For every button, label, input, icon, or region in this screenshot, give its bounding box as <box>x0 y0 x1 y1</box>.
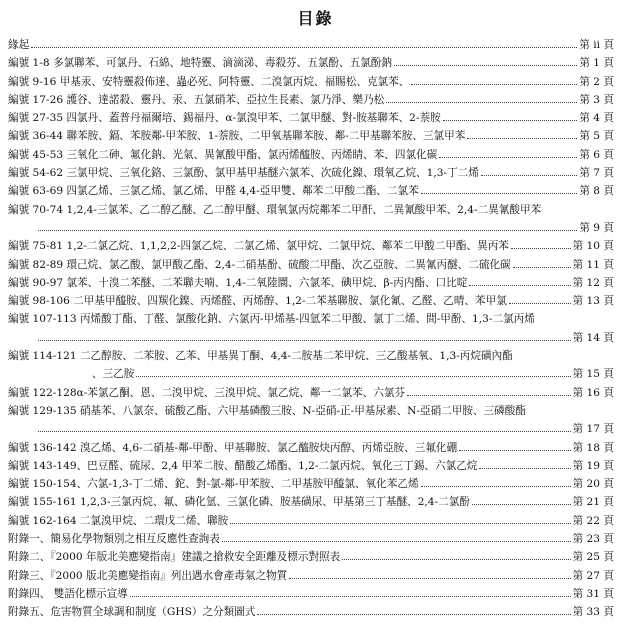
toc-entry-appendix-2[interactable] <box>8 548 614 566</box>
toc-entry-label: 編號 162-164 二氯溴甲烷、二環戊二烯、聯胺 <box>8 514 229 527</box>
toc-entry-label: 編號 17-26 護谷、達諾殺、靈丹、汞、五氯硝苯、亞拉生長素、氯乃淨、樂乃松 <box>8 93 385 106</box>
toc-entry-label: 編號 107-113 丙烯酸丁酯、丁醛、氯酸化鈉、六氯丙-甲烯基-四氫苯二甲酸、氯丁二烯、間-甲酚、1,3-二氯丙烯 <box>8 313 535 326</box>
toc-entry-label: 編號 143-149、巴豆醛、硫尿、2,4 甲苯二胺、醋酸乙烯酯、1,2-二氯丙烷、氧化三丁錫、六氯乙烷 <box>8 459 478 472</box>
toc-entry-multiline[interactable] <box>8 201 614 238</box>
leader-dots <box>459 449 570 451</box>
toc-entry[interactable] <box>8 127 614 145</box>
toc-page-number: 第 10 頁 <box>572 240 614 253</box>
leader-dots <box>509 302 571 304</box>
leader-dots <box>443 119 578 121</box>
leader-dots <box>469 284 570 286</box>
toc-entry[interactable] <box>8 182 614 200</box>
toc-page-number: 第 8 頁 <box>579 185 614 198</box>
toc-page-number: 第 20 頁 <box>572 478 614 491</box>
toc-page-number: 第 2 頁 <box>579 75 614 88</box>
leader-dots <box>257 613 570 615</box>
leader-dots <box>472 503 571 505</box>
toc-entry-label: 編號 122-128α-苯氯乙酮、恩、二溴甲烷、三溴甲烷、氯乙烷、鄰一二氯苯、六氯芬 <box>8 386 406 399</box>
toc-page-number: 第 9 頁 <box>579 221 614 234</box>
toc-entry[interactable] <box>8 512 614 530</box>
toc-entry[interactable] <box>8 439 614 457</box>
toc-page-number: 第 11 頁 <box>572 258 614 271</box>
toc-entry-label: 編號 27-35 四氯丹、蓋普丹福爾培、錫福丹、α-氯溴甲苯、二氯甲醚、對-胺基聯苯、2-萘胺 <box>8 112 441 125</box>
toc-page-number: 第 6 頁 <box>579 148 614 161</box>
toc-entry-label: 緣起 <box>8 39 30 51</box>
toc-entry[interactable] <box>8 109 614 127</box>
toc-page-number: 第 23 頁 <box>572 533 614 546</box>
leader-dots <box>38 229 577 231</box>
leader-dots <box>421 485 571 487</box>
leader-dots <box>394 64 577 66</box>
toc-page-number: 第 ii 頁 <box>579 39 614 51</box>
toc-page-number: 第 27 頁 <box>572 569 614 582</box>
table-of-contents <box>8 36 614 622</box>
toc-page-number: 第 16 頁 <box>572 386 614 399</box>
toc-entry[interactable] <box>8 274 614 292</box>
toc-entry-label: 編號 136-142 溴乙烯、4,6-二硝基-鄰-甲酚、甲基聯胺、氯乙醯胺炔丙醇、丙烯亞胺、三氟化硼 <box>8 441 458 454</box>
toc-entry-label: 附錄五、危害物質全球調和制度（GHS）之分類圖式 <box>8 606 256 619</box>
toc-entry[interactable] <box>8 493 614 511</box>
toc-entry-label: 編號 82-89 環己烷、氯乙酸、氯甲酸乙酯、2,4-二硝基酚、硫酸二甲酯、次乙亞胺、二異氰丙醚、二硫化碳 <box>8 258 511 271</box>
toc-entry-multiline[interactable] <box>8 310 614 347</box>
toc-entry-label: 編號 63-69 四氯乙烯、三氯乙烯、氯乙烯、甲醛 4,4-亞甲雙、鄰苯二甲酸二酯、二氯苯 <box>8 185 419 198</box>
leader-dots <box>439 156 577 158</box>
leader-dots <box>342 558 570 560</box>
toc-entry[interactable] <box>8 384 614 402</box>
toc-entry-multiline[interactable] <box>8 402 614 439</box>
leader-dots <box>421 192 578 194</box>
toc-entry[interactable] <box>8 292 614 310</box>
toc-entry-continuation <box>8 365 614 383</box>
toc-entry-continuation <box>8 420 614 438</box>
toc-entry-continuation <box>8 219 614 237</box>
toc-entry-label: 編號 129-135 硝基苯、八氯奈、硫酸乙酯、六甲基磷酸三胺、N-亞硝-正-甲基尿素、N-亞硝二甲胺、三磷酸酯 <box>8 404 526 417</box>
leader-dots <box>130 595 571 597</box>
toc-entry-label: 編號 75-81 1,2-二氯乙烷、1,1,2,2-四氯乙烷、二氯乙烯、氯甲烷、二氯甲烷、鄰苯二甲酸二甲酯、異丙苯 <box>8 240 509 253</box>
page-title: 目錄 <box>297 9 334 28</box>
toc-page-number: 第 5 頁 <box>579 130 614 143</box>
toc-entry-label: 編號 9-16 甲基汞、安特靈殺佈達、蟲必死、阿特靈、二溴氯丙烷、福賜松、克氯苯、 <box>8 75 410 88</box>
toc-entry[interactable] <box>8 73 614 91</box>
leader-dots <box>411 83 577 85</box>
toc-entry-multiline[interactable] <box>8 347 614 384</box>
leader-dots <box>511 247 571 249</box>
toc-page-number: 第 7 頁 <box>579 167 614 180</box>
leader-dots <box>38 430 571 432</box>
toc-entry-appendix-1[interactable] <box>8 530 614 548</box>
toc-entry-label: 編號 54-62 三氯甲烷、三氧化鉻、三氯酚、氯甲基甲基醚六氯苯、次硫化鎳、環氧乙烷、1,3-丁二烯 <box>8 167 479 180</box>
toc-page-number: 第 14 頁 <box>572 331 614 344</box>
toc-entry[interactable] <box>8 256 614 274</box>
leader-dots <box>467 137 577 139</box>
toc-page-number: 第 31 頁 <box>572 587 614 600</box>
toc-entry-continuation-label: 、三乙胺 <box>92 368 135 381</box>
toc-page-number: 第 1 頁 <box>579 57 614 70</box>
toc-page-number: 第 13 頁 <box>572 295 614 308</box>
toc-entry-label: 附錄三、『2000 版北美應變指南』列出遇水會產毒氣之物質 <box>8 569 288 582</box>
toc-entry-label: 編號 45-53 三氧化二砷、氟化鈉、光氣、異氰酸甲酯、氯丙烯醯胺、丙烯睛、苯、四氯化碳 <box>8 148 438 161</box>
toc-page-number: 第 33 頁 <box>572 606 614 619</box>
toc-page-number: 第 4 頁 <box>579 112 614 125</box>
toc-entry[interactable] <box>8 475 614 493</box>
toc-entry[interactable] <box>8 146 614 164</box>
toc-page-number: 第 15 頁 <box>572 368 614 381</box>
toc-entry[interactable] <box>8 237 614 255</box>
toc-entry-label: 附錄四、 雙語化標示宣導 <box>8 587 128 600</box>
toc-entry-label: 編號 114-121 二乙醇胺、二苯胺、乙苯、甲基異丁酮、4,4-二胺基二苯甲烷、三乙酸基氧、1,3-丙烷磺內酯 <box>8 350 513 363</box>
toc-entry-preface[interactable] <box>8 36 614 54</box>
toc-entry-appendix-3[interactable] <box>8 567 614 585</box>
leader-dots <box>481 174 577 176</box>
toc-entry-label: 編號 1-8 多氯聯苯、可氯丹、石綿、地特靈、滴滴涕、毒殺芬、五氯酚、五氯酚鈉 <box>8 57 392 70</box>
leader-dots <box>230 522 570 524</box>
leader-dots <box>479 467 570 469</box>
leader-dots <box>136 375 570 377</box>
toc-entry-label: 編號 70-74 1,2,4-三氯苯、乙二醇乙醚、乙二醇甲醚、環氧氯丙烷鄰苯二甲酐、二異氰酸甲苯、2,4-二異氰酸甲苯 <box>8 203 542 216</box>
toc-entry-label: 編號 90-97 氯苯、十溴二苯醚、二苯聯夫喃、1,4-二氧陸圜、六氯苯、碘甲烷、β-丙内酯、口比啶 <box>8 276 468 289</box>
toc-page-number: 第 25 頁 <box>572 551 614 564</box>
toc-entry[interactable] <box>8 54 614 72</box>
toc-entry-label: 編號 150-154、六氯-1,3-丁二烯、鉈、對-氯-鄰-甲苯胺、二甲基胺甲醯氯、氧化苯乙烯 <box>8 478 419 491</box>
leader-dots <box>513 266 571 268</box>
leader-dots <box>407 394 570 396</box>
toc-entry-label: 編號 36-44 聯苯胺、鎘、苯胺鄰-甲苯胺、1-萘胺、二甲氧基聯苯胺、鄰-二甲基聯苯胺、三氯甲苯 <box>8 130 466 143</box>
leader-dots <box>222 540 571 542</box>
toc-entry-label: 附錄二、『2000 年版北美應變指南』建議之搶救安全距離及標示對照表 <box>8 551 341 564</box>
leader-dots <box>31 46 577 48</box>
toc-page-number: 第 22 頁 <box>572 514 614 527</box>
toc-page-number: 第 21 頁 <box>572 496 614 509</box>
toc-entry-label: 編號 155-161 1,2,3-三氯丙烷、氟、磷化氫、三氯化磷、胺基磺尿、甲基第三丁基醚、2,4-二氯酚 <box>8 496 470 509</box>
toc-entry[interactable] <box>8 457 614 475</box>
toc-page-number: 第 19 頁 <box>572 459 614 472</box>
toc-entry-appendix-5[interactable] <box>8 603 614 621</box>
toc-entry[interactable] <box>8 91 614 109</box>
toc-entry-label: 編號 98-106 二甲基甲醯胺、四羰化鎳、丙烯醛、丙烯醇、1,2-二苯基聯胺、氯化氰、乙醛、乙晴、苯甲氯 <box>8 295 507 308</box>
toc-page-number: 第 3 頁 <box>579 93 614 106</box>
toc-entry-label: 附錄一、簡易化學物類別之相互反應性查詢表 <box>8 533 220 546</box>
toc-entry-appendix-4[interactable] <box>8 585 614 603</box>
toc-page-number: 第 18 頁 <box>572 441 614 454</box>
toc-page-number: 第 17 頁 <box>572 423 614 436</box>
leader-dots <box>386 101 577 103</box>
toc-entry-continuation <box>8 329 614 347</box>
leader-dots <box>38 339 571 341</box>
toc-entry[interactable] <box>8 164 614 182</box>
toc-page-number: 第 12 頁 <box>572 276 614 289</box>
leader-dots <box>289 577 570 579</box>
